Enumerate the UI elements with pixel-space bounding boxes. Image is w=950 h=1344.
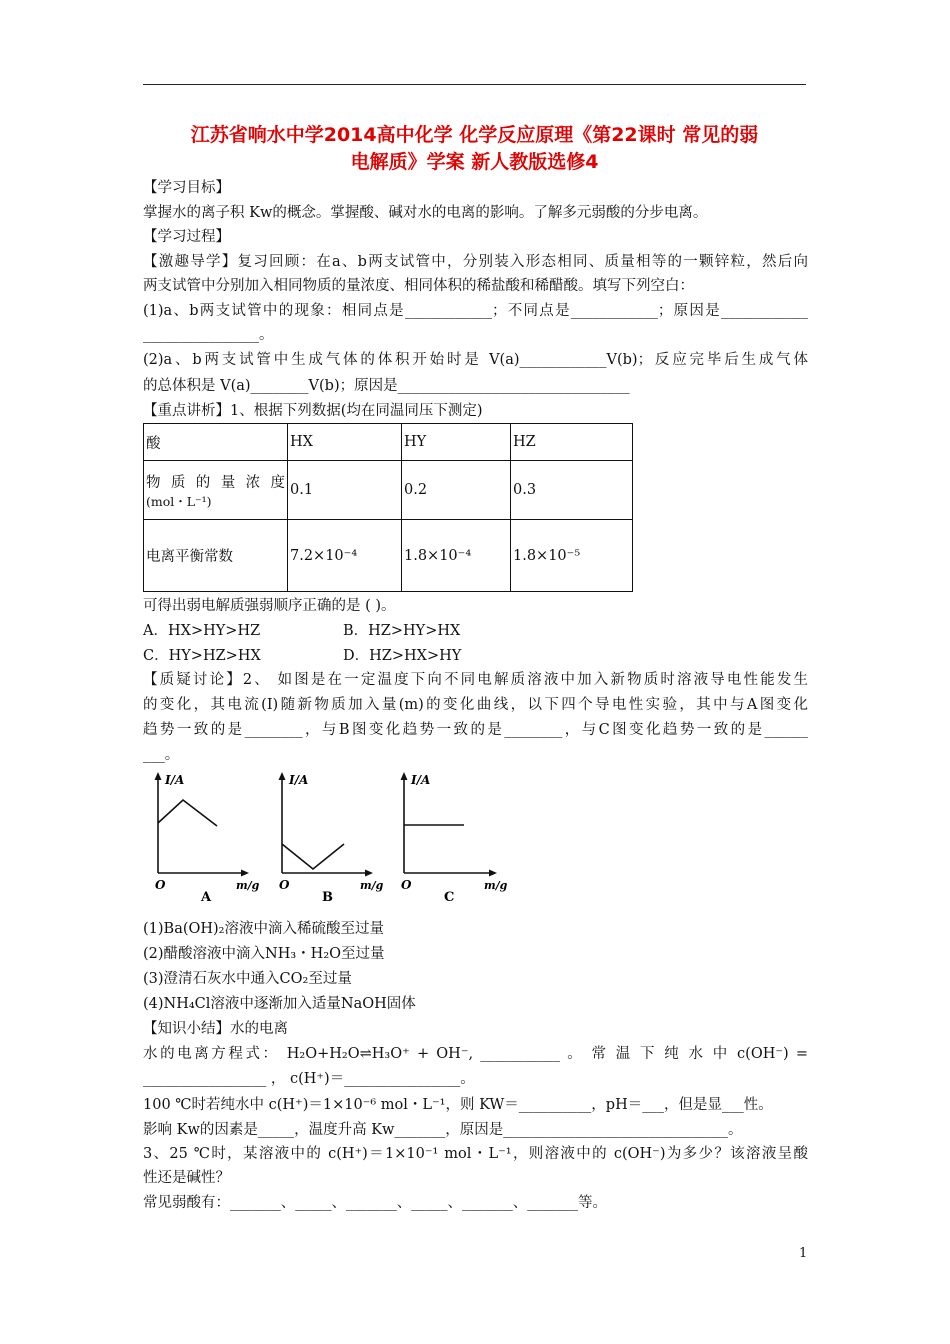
- table-header-cell: HX: [288, 424, 402, 461]
- x-axis-arrow: [365, 870, 373, 877]
- experiment-2: (2)醋酸溶液中滴入NH₃・H₂O至过量: [143, 946, 385, 962]
- discussion-line-2: 的变化，其电流(I)随新物质加入量(m)的变化曲线，以下四个导电性实验，其中与A图变化: [143, 697, 808, 713]
- discussion-line-1: 【质疑讨论】2、 如图是在一定温度下向不同电解质溶液中加入新物质时溶液导电性能发生: [143, 672, 808, 688]
- summary-line-2: _________________ ， c(H⁺)＝________________。: [143, 1071, 475, 1087]
- table-cell: 0.3: [511, 461, 633, 520]
- y-axis-arrow: [279, 772, 286, 780]
- x-axis-arrow: [241, 870, 249, 877]
- goal-heading: 【学习目标】: [143, 180, 230, 196]
- title-line-2: 电解质》学案 新人教版选修4: [350, 151, 599, 173]
- concentration-unit: (mol・L⁻¹): [146, 493, 212, 509]
- summary-line-1: 水的电离方程式： H₂O+H₂O⇌H₃O⁺ + OH⁻, ___________ 。 常 温 下 纯 水 中 c(OH⁻) =: [143, 1046, 808, 1062]
- y-axis-label: I/A: [165, 773, 185, 787]
- y-axis-label: I/A: [289, 773, 309, 787]
- summary-line-6: 性还是碱性？: [143, 1170, 230, 1186]
- mcq-stem: 可得出弱电解质强弱顺序正确的是 ( )。: [143, 598, 396, 614]
- chart-b-name: B: [322, 890, 333, 905]
- discussion-line-4: ___。: [143, 747, 180, 763]
- header-rule: [143, 84, 806, 85]
- table-row: [144, 424, 633, 461]
- x-axis-arrow: [489, 870, 497, 877]
- chart-c-name: C: [444, 890, 455, 905]
- summary-line-5: 3、25 ℃时，某溶液中的 c(H⁺)＝1×10⁻¹ mol・L⁻¹，则溶液中的 c(OH⁻)为多少？该溶液呈酸: [143, 1146, 808, 1162]
- curve-b: [282, 844, 344, 869]
- discussion-line-3: 趋势一致的是________，与B图变化趋势一致的是________，与C图变化趋势一致的是______: [143, 722, 808, 738]
- experiment-4: (4)NH₄Cl溶液中逐渐加入适量NaOH固体: [143, 996, 416, 1012]
- page-title: [143, 122, 806, 176]
- title-line-1: 江苏省响水中学2014高中化学 化学反应原理《第22课时 常见的弱: [190, 124, 759, 146]
- y-axis-arrow: [155, 772, 162, 780]
- table-cell: 0.2: [402, 461, 511, 520]
- experiment-1: (1)Ba(OH)₂溶液中滴入稀硫酸至过量: [143, 921, 384, 937]
- mcq-option-b: B．HZ>HY>HX: [343, 623, 461, 639]
- table-header-cell: 酸: [144, 424, 288, 461]
- table-cell: 0.1: [288, 461, 402, 520]
- goal-text: 掌握水的离子积 Kw的概念。掌握酸、碱对水的电离的影响。了解多元弱酸的分步电离。: [143, 205, 708, 221]
- mcq-option-c: C．HY>HZ>HX: [143, 648, 261, 664]
- table-cell: 1.8×10⁻⁵: [511, 520, 633, 592]
- mcq-option-d: D．HZ>HX>HY: [343, 648, 462, 664]
- y-axis-arrow: [401, 772, 408, 780]
- concentration-label: 物 质 的 量 浓 度: [146, 474, 285, 491]
- table-row: [144, 520, 633, 592]
- table-row: [144, 461, 633, 520]
- question-2-line-2: 的总体积是 V(a)________V(b)；原因是________________________________: [143, 378, 630, 394]
- table-cell: 1.8×10⁻⁴: [402, 520, 511, 592]
- origin-label: O: [155, 878, 166, 892]
- mcq-option-a: A．HX>HY>HZ: [143, 623, 261, 639]
- summary-line-7: 常见弱酸有：_______、_____、_______、_____、_______、_______等。: [143, 1195, 607, 1211]
- process-heading: 【学习过程】: [143, 229, 230, 245]
- summary-line-4: 影响 Kw的因素是_____，温度升高 Kw_______，原因是_______________________________。: [143, 1122, 743, 1138]
- concentration-label-cell: [144, 461, 288, 520]
- table-header-cell: HZ: [511, 424, 633, 461]
- page-number: 1: [799, 1246, 808, 1261]
- y-axis-label: I/A: [411, 773, 431, 787]
- question-2-line-1: (2)a、b两支试管中生成气体的体积开始时是 V(a)____________V(b)；反应完毕后生成气体: [143, 352, 808, 368]
- x-axis-label: m/g: [484, 879, 508, 892]
- x-axis-label: m/g: [360, 879, 384, 892]
- table-cell: 电离平衡常数: [144, 520, 288, 592]
- origin-label: O: [401, 878, 412, 892]
- intro-line-2: 两支试管中分别加入相同物质的量浓度、相同体积的稀盐酸和稀醋酸。填写下列空白：: [143, 278, 694, 294]
- curve-a: [158, 800, 217, 826]
- chart-c: [389, 768, 514, 910]
- experiment-3: (3)澄清石灰水中通入CO₂至过量: [143, 971, 352, 987]
- chart-a: [143, 768, 263, 910]
- acid-data-table: [143, 423, 633, 592]
- key-heading: 【重点讲析】1、根据下列数据(均在同温同压下测定): [143, 403, 483, 419]
- summary-line-3: 100 ℃时若纯水中 c(H⁺)＝1×10⁻⁶ mol・L⁻¹，则 KW＝__________，pH＝___，但是显___性。: [143, 1097, 773, 1113]
- chart-b: [267, 768, 387, 910]
- origin-label: O: [279, 878, 290, 892]
- x-axis-label: m/g: [236, 879, 260, 892]
- summary-heading: 【知识小结】水的电离: [143, 1021, 288, 1037]
- question-1-line-2: ________________。: [143, 327, 274, 343]
- table-cell: 7.2×10⁻⁴: [288, 520, 402, 592]
- chart-a-name: A: [201, 890, 212, 905]
- table-header-cell: HY: [402, 424, 511, 461]
- question-1-line-1: (1)a、b两支试管中的现象：相同点是____________；不同点是____________；原因是____________: [143, 303, 808, 319]
- intro-line-1: 【激趣导学】复习回顾：在a、b两支试管中，分别装入形态相同、质量相等的一颗锌粒，然后向: [143, 254, 808, 270]
